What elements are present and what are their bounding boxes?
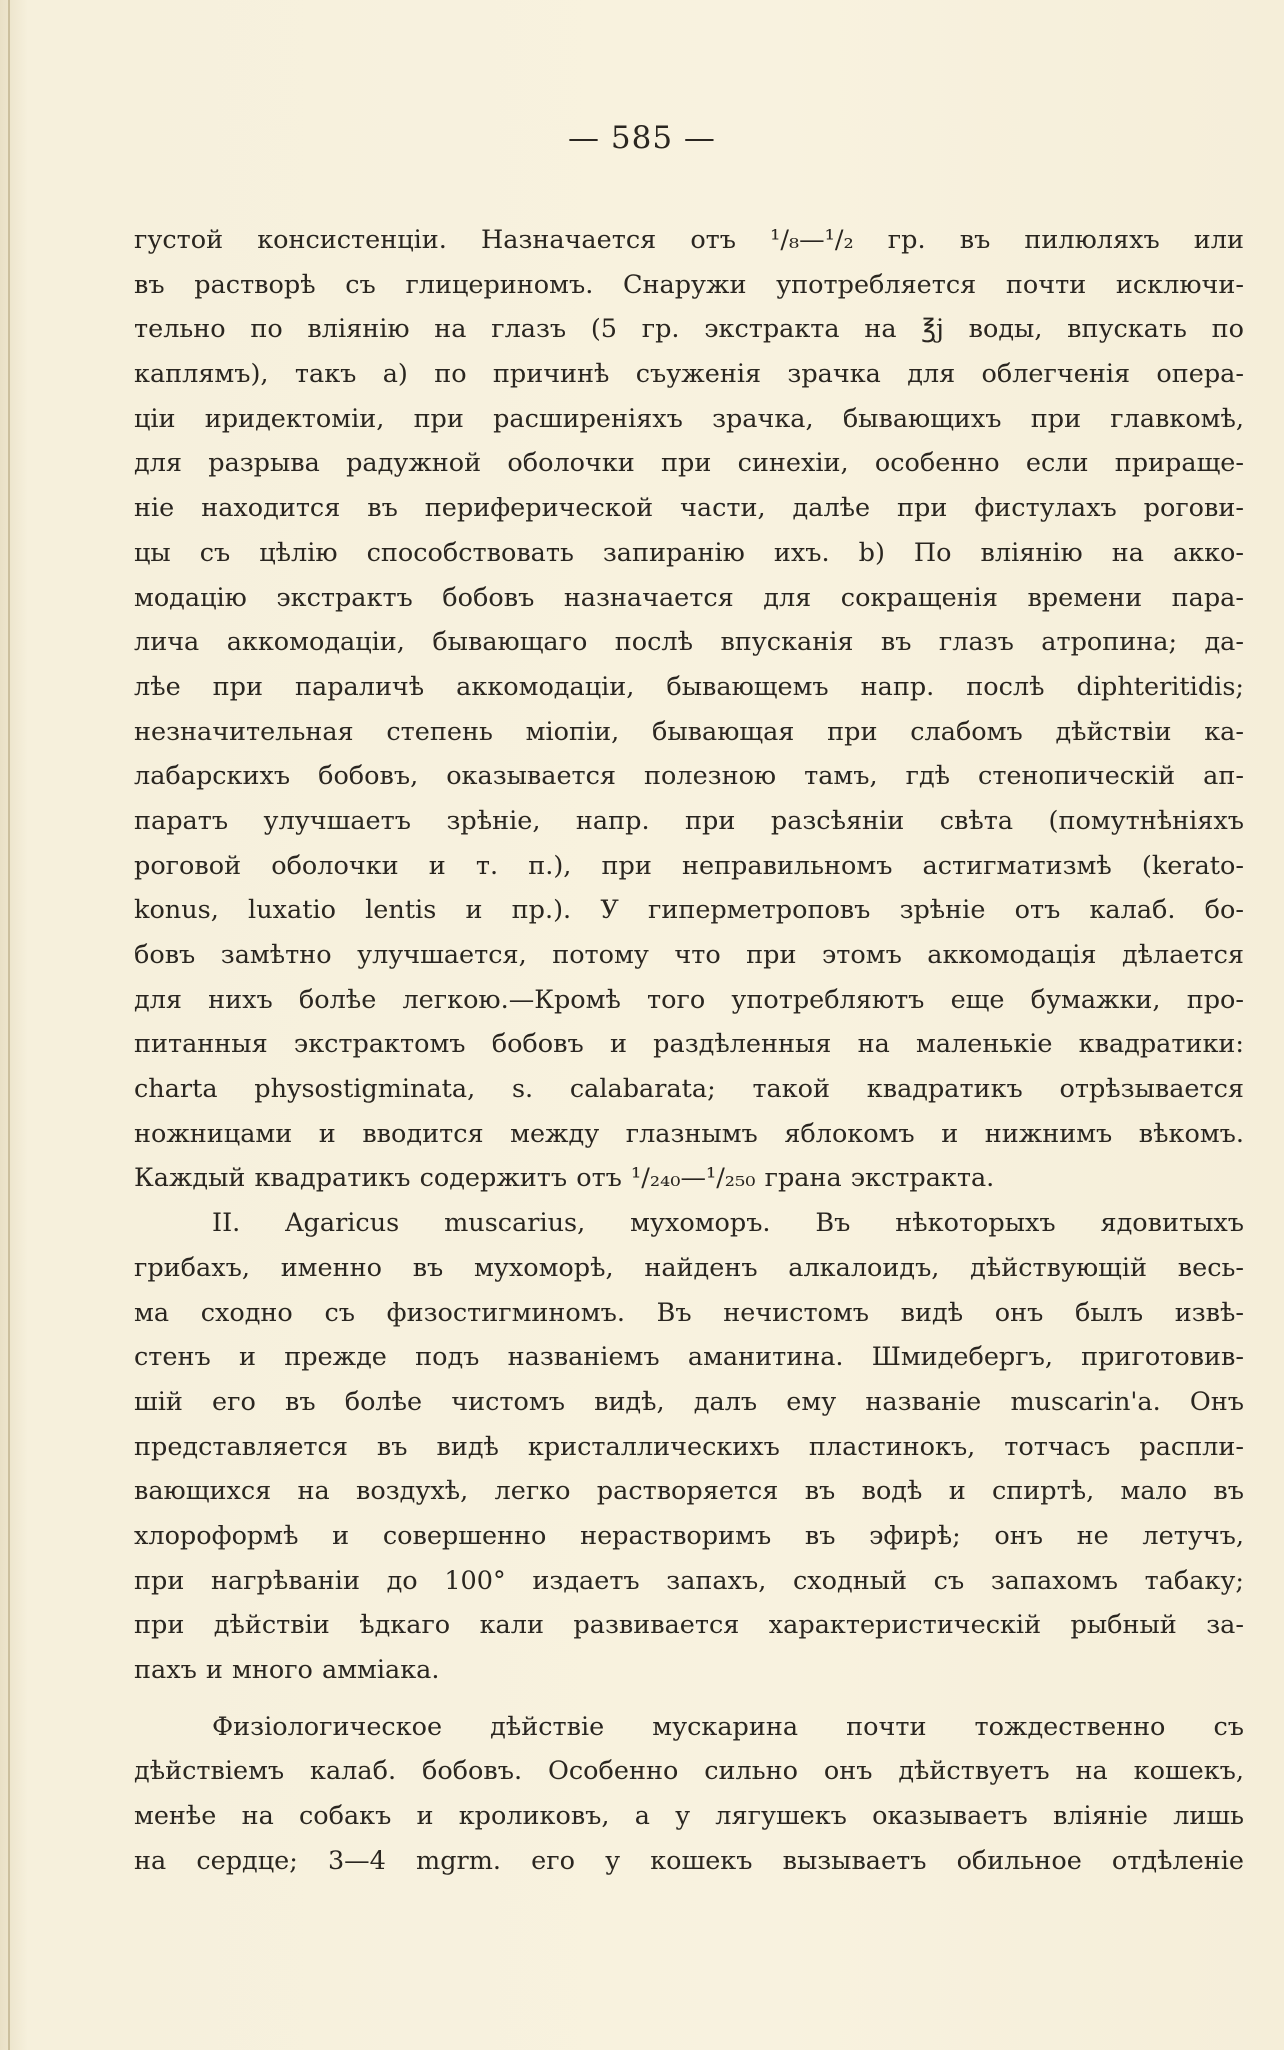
text-line: въ растворѣ съ глицериномъ. Снаружи употребляется почти исключи- bbox=[134, 269, 1244, 300]
text-line: дѣйствіемъ калаб. бобовъ. Особенно сильно онъ дѣйствуетъ на кошекъ, bbox=[134, 1756, 1244, 1787]
text-line: на сердце; 3—4 mgrm. его у кошекъ вызываетъ обильное отдѣленіе bbox=[134, 1845, 1244, 1876]
text-line: цы съ цѣлію способствовать запиранію ихъ. b) По вліянію на акко- bbox=[134, 537, 1244, 568]
text-line: паратъ улучшаетъ зрѣніе, напр. при разсѣяніи свѣта (помутнѣніяхъ bbox=[134, 805, 1244, 836]
text-line: питанныя экстрактомъ бобовъ и раздѣленныя на маленькіе квадратики: bbox=[134, 1029, 1244, 1060]
text-line: роговой оболочки и т. п.), при неправильномъ астигматизмѣ (kerato- bbox=[134, 850, 1244, 881]
text-line: модацію экстрактъ бобовъ назначается для сокращенія времени пара- bbox=[134, 582, 1244, 613]
text-line: густой консистенціи. Назначается отъ ¹/₈—¹/₂ гр. въ пилюляхъ или bbox=[134, 225, 1244, 255]
text-line: для нихъ болѣе легкою.—Кромѣ того употребляютъ еще бумажки, про- bbox=[134, 984, 1244, 1015]
text-line: пахъ и много амміака. bbox=[134, 1655, 440, 1685]
text-line: незначительная степень міопіи, бывающая при слабомъ дѣйствіи ка- bbox=[134, 716, 1244, 747]
text-line: тельно по вліянію на глазъ (5 гр. экстракта на ℥j воды, впускать по bbox=[134, 314, 1244, 345]
paragraph-gap bbox=[134, 1693, 1244, 1705]
section-heading-line: II. Agaricus muscarius, мухоморъ. Въ нѣкоторыхъ ядовитыхъ bbox=[212, 1208, 1244, 1239]
paragraph-physiological-action bbox=[134, 1705, 1244, 1884]
text-line: хлороформѣ и совершенно нерастворимъ въ эфирѣ; онъ не летучъ, bbox=[134, 1520, 1244, 1551]
text-line: ціи иридектоміи, при расширеніяхъ зрачка, бывающихъ при главкомѣ, bbox=[134, 403, 1244, 434]
text-line: каплямъ), такъ а) по причинѣ съуженія зрачка для облегченія опера- bbox=[134, 359, 1244, 390]
text-line: Физіологическое дѣйствіе мускарина почти тождественно съ bbox=[212, 1711, 1244, 1742]
text-line: представляется въ видѣ кристаллическихъ пластинокъ, тотчасъ распли- bbox=[134, 1431, 1244, 1462]
text-line: бовъ замѣтно улучшается, потому что при этомъ аккомодація дѣлается bbox=[134, 940, 1244, 970]
text-line: при нагрѣваніи до 100° издаетъ запахъ, сходный съ запахомъ табаку; bbox=[134, 1565, 1244, 1596]
page-number: — 585 — bbox=[568, 120, 716, 156]
text-line: лабарскихъ бобовъ, оказывается полезною тамъ, гдѣ стенопическій ап- bbox=[134, 761, 1244, 792]
text-line: лѣе при параличѣ аккомодаціи, бывающемъ напр. послѣ diphteritidis; bbox=[134, 671, 1244, 702]
text-line: konus, luxatio lentis и пр.). У гиперметроповъ зрѣніе отъ калаб. бо- bbox=[134, 895, 1244, 926]
text-line: при дѣйствіи ѣдкаго кали развивается характеристическій рыбный за- bbox=[134, 1610, 1244, 1641]
page-binding-edge bbox=[8, 0, 10, 2050]
text-line: ма сходно съ физостигминомъ. Въ нечистомъ видѣ онъ былъ извѣ- bbox=[134, 1297, 1244, 1328]
text-line: стенъ и прежде подъ названіемъ аманитина. Шмидебергъ, приготовив- bbox=[134, 1342, 1244, 1373]
text-line: ніе находится въ периферической части, далѣе при фистулахъ рогови- bbox=[134, 493, 1244, 524]
text-line: шій его въ болѣе чистомъ видѣ, далъ ему названіе muscarin'a. Онъ bbox=[134, 1386, 1244, 1417]
paragraph-1 bbox=[134, 218, 1244, 1201]
text-line: charta physostigminata, s. calabarata; такой квадратикъ отрѣзывается bbox=[134, 1074, 1244, 1105]
text-line: лича аккомодаціи, бывающаго послѣ впусканія въ глазъ атропина; да- bbox=[134, 627, 1244, 658]
paragraph-agaricus-muscarius bbox=[134, 1201, 1244, 1693]
text-line: вающихся на воздухѣ, легко растворяется въ водѣ и спиртѣ, мало въ bbox=[134, 1476, 1244, 1507]
text-line: для разрыва радужной оболочки при синехіи, особенно если прираще- bbox=[134, 448, 1244, 479]
text-line: ножницами и вводится между глазнымъ яблокомъ и нижнимъ вѣкомъ. bbox=[134, 1118, 1244, 1149]
text-line: грибахъ, именно въ мухоморѣ, найденъ алкалоидъ, дѣйствующій весь- bbox=[134, 1252, 1244, 1283]
body-text bbox=[134, 218, 1244, 1883]
text-line: менѣе на собакъ и кроликовъ, а у лягушекъ оказываетъ вліяніе лишь bbox=[134, 1801, 1244, 1832]
text-line: Каждый квадратикъ содержитъ отъ ¹/₂₄₀—¹/₂₅₀ грана экстракта. bbox=[134, 1163, 995, 1194]
